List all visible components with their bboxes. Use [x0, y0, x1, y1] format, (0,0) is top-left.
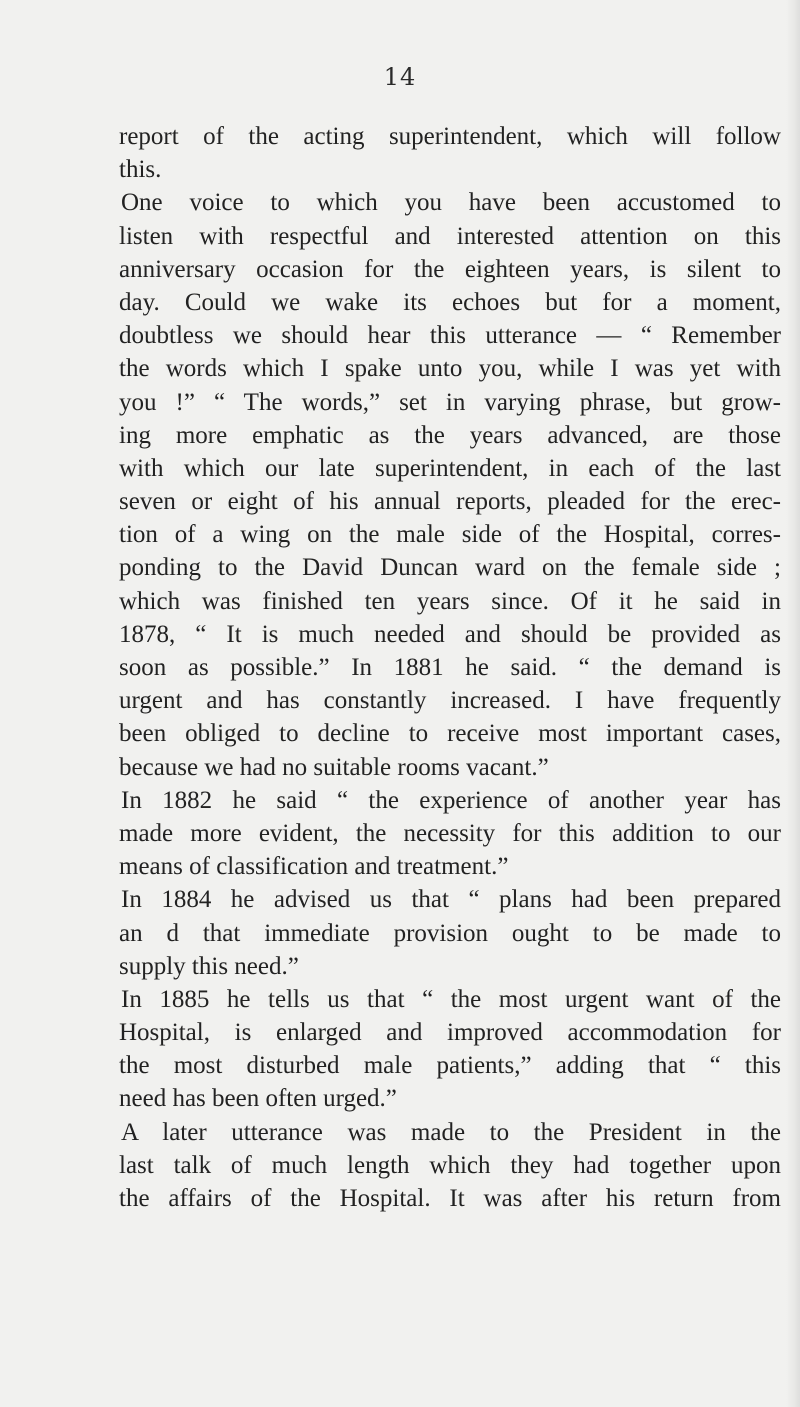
text-line: One voice to which you have been accustomed to: [121, 189, 781, 217]
text-line: In 1882 he said “ the experience of another year has: [121, 786, 781, 814]
text-line: Hospital, is enlarged and improved accommodation for: [119, 1019, 781, 1047]
text-line: ponding to the David Duncan ward on the female side ;: [119, 554, 781, 582]
text-line: doubtless we should hear this utterance — “ Remember: [119, 322, 781, 350]
text-line: ing more emphatic as the years advanced, are those: [119, 421, 781, 449]
text-line: made more evident, the necessity for this addition to our: [119, 819, 781, 847]
text-line: supply this need.”: [119, 952, 299, 980]
text-line: urgent and has constantly increased. I have frequently: [119, 687, 781, 715]
text-line: A later utterance was made to the President in the: [121, 1118, 781, 1146]
text-line: the most disturbed male patients,” adding that “ this: [119, 1052, 781, 1080]
text-line: the words which I spake unto you, while I was yet with: [119, 355, 781, 383]
text-line: 1878, “ It is much needed and should be provided as: [119, 620, 781, 648]
text-line: soon as possible.” In 1881 he said. “ the demand is: [119, 654, 781, 681]
text-line: day. Could we wake its echoes but for a moment,: [119, 288, 781, 316]
text-line: last talk of much length which they had together upon: [119, 1151, 781, 1179]
text-line: you !” “ The words,” set in varying phrase, but grow-: [119, 388, 781, 416]
text-line: been obliged to decline to receive most important cases,: [119, 720, 781, 748]
text-line: which was finished ten years since. Of it he said in: [119, 587, 781, 615]
text-line: because we had no suitable rooms vacant.”: [119, 753, 549, 781]
body-text: [119, 120, 781, 1215]
text-line: seven or eight of his annual reports, pleaded for the erec-: [119, 488, 781, 516]
page-number: 14: [383, 63, 417, 91]
text-line: tion of a wing on the male side of the Hospital, corres-: [119, 521, 781, 549]
text-line: In 1885 he tells us that “ the most urgent want of the: [121, 985, 781, 1013]
text-line: listen with respectful and interested attention on this: [119, 222, 781, 250]
page-edge-shadow: [786, 0, 800, 1407]
text-line: the affairs of the Hospital. It was after his return from: [119, 1185, 781, 1212]
text-line: need has been often urged.”: [119, 1085, 397, 1113]
text-line: means of classification and treatment.”: [119, 853, 509, 881]
text-line: with which our late superintendent, in each of the last: [119, 454, 781, 482]
text-line: In 1884 he advised us that “ plans had been prepared: [121, 886, 781, 914]
text-line: this.: [119, 156, 162, 184]
text-line: report of the acting superintendent, which will follow: [119, 123, 781, 150]
text-line: an d that immediate provision ought to be made to: [119, 919, 781, 947]
text-line: anniversary occasion for the eighteen years, is silent to: [119, 255, 781, 283]
